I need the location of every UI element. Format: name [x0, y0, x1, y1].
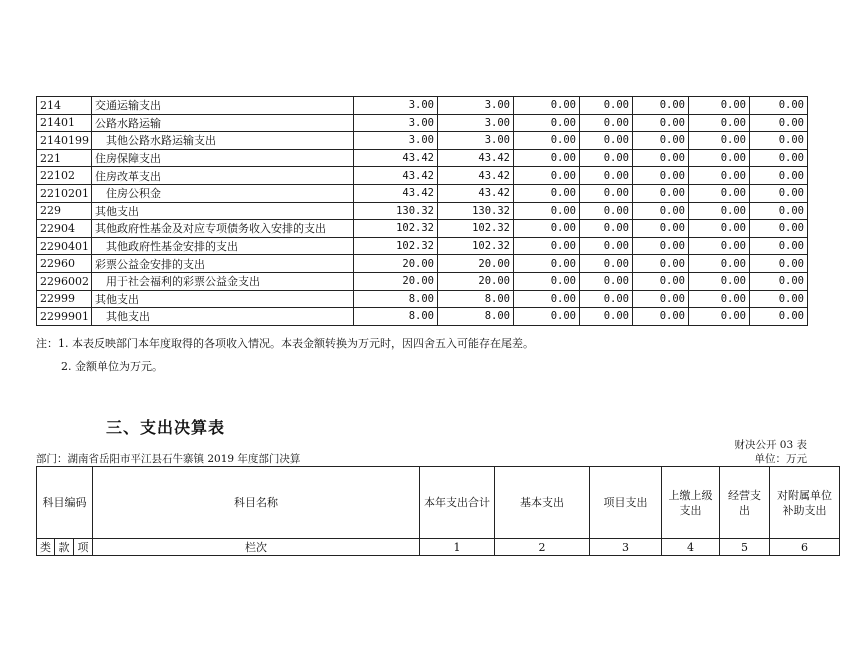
row-value: 0.00: [633, 272, 689, 290]
unit-label: 单位：万元: [754, 453, 807, 465]
row-value: 130.32: [354, 202, 438, 220]
row-value: 0.00: [750, 132, 808, 150]
seq-col: 1: [420, 539, 495, 556]
row-value: 0.00: [689, 184, 750, 202]
row-value: 0.00: [689, 220, 750, 238]
row-value: 0.00: [633, 237, 689, 255]
table-row: [37, 237, 808, 255]
row-value: 0.00: [633, 167, 689, 185]
expense-table: [36, 466, 840, 556]
row-name: 住房保障支出: [92, 149, 354, 167]
form-code: 财决公开 03 表: [734, 439, 807, 451]
table-row: [37, 255, 808, 273]
table-row: [37, 272, 808, 290]
row-value: 0.00: [633, 290, 689, 308]
table-row: [37, 202, 808, 220]
row-value: 43.42: [438, 167, 514, 185]
seq-col: 2: [495, 539, 590, 556]
row-name: 其他公路水路运输支出: [92, 132, 354, 150]
department-label: 部门：湖南省岳阳市平江县石牛寨镇 2019 年度部门决算: [36, 453, 301, 465]
row-value: 0.00: [633, 255, 689, 273]
row-code: 22904: [37, 220, 92, 238]
row-value: 0.00: [580, 255, 633, 273]
row-value: 0.00: [514, 149, 580, 167]
row-value: 0.00: [514, 97, 580, 115]
row-value: 0.00: [689, 290, 750, 308]
income-table: [36, 96, 808, 326]
row-value: 0.00: [514, 220, 580, 238]
row-value: 0.00: [689, 132, 750, 150]
row-value: 8.00: [354, 290, 438, 308]
row-code: 2140199: [37, 132, 92, 150]
row-value: 0.00: [633, 114, 689, 132]
row-value: 43.42: [354, 167, 438, 185]
table-row: [37, 149, 808, 167]
table-row: [37, 220, 808, 238]
header-code: 科目编码: [37, 467, 93, 539]
row-value: 0.00: [514, 290, 580, 308]
row-value: 0.00: [514, 272, 580, 290]
row-value: 0.00: [750, 202, 808, 220]
row-value: 8.00: [438, 308, 514, 326]
row-value: 0.00: [514, 202, 580, 220]
row-value: 102.32: [438, 237, 514, 255]
header-basic: 基本支出: [495, 467, 590, 539]
row-value: 0.00: [633, 184, 689, 202]
row-value: 20.00: [354, 255, 438, 273]
row-value: 102.32: [354, 237, 438, 255]
row-value: 20.00: [438, 255, 514, 273]
row-code: 221: [37, 149, 92, 167]
header-upper: 上缴上级支出: [662, 467, 720, 539]
seq-col: 6: [770, 539, 840, 556]
row-value: 43.42: [438, 184, 514, 202]
row-value: 0.00: [514, 114, 580, 132]
row-value: 0.00: [580, 97, 633, 115]
header-project: 项目支出: [590, 467, 662, 539]
row-name: 交通运输支出: [92, 97, 354, 115]
row-name: 其他政府性基金及对应专项债务收入安排的支出: [92, 220, 354, 238]
row-name: 其他政府性基金安排的支出: [92, 237, 354, 255]
row-value: 0.00: [750, 255, 808, 273]
table-row: [37, 114, 808, 132]
header-name: 科目名称: [93, 467, 420, 539]
row-name: 住房改革支出: [92, 167, 354, 185]
header-business: 经营支出: [720, 467, 770, 539]
row-value: 0.00: [689, 167, 750, 185]
row-code: 229: [37, 202, 92, 220]
row-value: 0.00: [689, 202, 750, 220]
table-row: [37, 97, 808, 115]
row-value: 0.00: [750, 97, 808, 115]
row-value: 0.00: [514, 184, 580, 202]
row-value: 0.00: [689, 308, 750, 326]
seq-col: 4: [662, 539, 720, 556]
row-name: 彩票公益金安排的支出: [92, 255, 354, 273]
row-value: 0.00: [514, 308, 580, 326]
seq-kuan: 款: [55, 539, 74, 556]
row-code: 2290401: [37, 237, 92, 255]
row-value: 0.00: [580, 290, 633, 308]
row-value: 0.00: [689, 237, 750, 255]
row-value: 0.00: [514, 237, 580, 255]
row-value: 20.00: [438, 272, 514, 290]
row-code: 214: [37, 97, 92, 115]
row-code: 22960: [37, 255, 92, 273]
row-value: 43.42: [354, 149, 438, 167]
row-value: 3.00: [438, 114, 514, 132]
row-value: 0.00: [580, 167, 633, 185]
row-value: 0.00: [750, 184, 808, 202]
row-value: 0.00: [750, 149, 808, 167]
table-row: [37, 308, 808, 326]
seq-xiang: 项: [74, 539, 93, 556]
row-value: 20.00: [354, 272, 438, 290]
table-row: [37, 290, 808, 308]
row-value: 0.00: [689, 114, 750, 132]
row-name: 公路水路运输: [92, 114, 354, 132]
row-value: 8.00: [438, 290, 514, 308]
row-value: 0.00: [514, 132, 580, 150]
row-code: 22999: [37, 290, 92, 308]
row-value: 3.00: [354, 132, 438, 150]
row-value: 0.00: [689, 255, 750, 273]
table-row: [37, 167, 808, 185]
row-name: 其他支出: [92, 202, 354, 220]
row-value: 0.00: [580, 132, 633, 150]
row-value: 0.00: [580, 308, 633, 326]
seq-col: 3: [590, 539, 662, 556]
row-value: 130.32: [438, 202, 514, 220]
row-value: 3.00: [438, 97, 514, 115]
row-code: 2299901: [37, 308, 92, 326]
row-value: 0.00: [750, 237, 808, 255]
row-value: 0.00: [689, 272, 750, 290]
row-value: 3.00: [438, 132, 514, 150]
row-value: 43.42: [438, 149, 514, 167]
row-value: 0.00: [689, 149, 750, 167]
row-name: 用于社会福利的彩票公益金支出: [92, 272, 354, 290]
row-value: 0.00: [580, 149, 633, 167]
row-value: 0.00: [514, 167, 580, 185]
row-value: 0.00: [633, 97, 689, 115]
row-code: 2210201: [37, 184, 92, 202]
row-name: 其他支出: [92, 308, 354, 326]
row-value: 0.00: [633, 202, 689, 220]
row-value: 0.00: [580, 114, 633, 132]
row-value: 0.00: [633, 149, 689, 167]
row-value: 0.00: [750, 114, 808, 132]
row-value: 0.00: [633, 308, 689, 326]
row-value: 0.00: [750, 308, 808, 326]
row-code: 21401: [37, 114, 92, 132]
header-subsidy: 对附属单位补助支出: [770, 467, 840, 539]
row-value: 0.00: [689, 97, 750, 115]
table-note-1: 注：1. 本表反映部门本年度取得的各项收入情况。本表金额转换为万元时，因四舍五入可能存在尾差。: [36, 337, 534, 350]
table-row: [37, 184, 808, 202]
row-value: 8.00: [354, 308, 438, 326]
row-name: 其他支出: [92, 290, 354, 308]
header-total: 本年支出合计: [420, 467, 495, 539]
row-value: 0.00: [750, 167, 808, 185]
table-note-2: 2. 金额单位为万元。: [61, 360, 163, 373]
row-value: 102.32: [354, 220, 438, 238]
row-code: 22102: [37, 167, 92, 185]
row-name: 住房公积金: [92, 184, 354, 202]
row-code: 2296002: [37, 272, 92, 290]
row-value: 0.00: [750, 272, 808, 290]
row-value: 0.00: [514, 255, 580, 273]
section-heading: 三、支出决算表: [106, 418, 226, 437]
row-value: 43.42: [354, 184, 438, 202]
seq-col: 5: [720, 539, 770, 556]
row-value: 0.00: [580, 184, 633, 202]
row-value: 0.00: [580, 272, 633, 290]
row-value: 0.00: [633, 132, 689, 150]
row-value: 3.00: [354, 114, 438, 132]
row-value: 0.00: [633, 220, 689, 238]
seq-lei: 类: [37, 539, 55, 556]
row-value: 0.00: [580, 237, 633, 255]
row-value: 0.00: [750, 290, 808, 308]
row-value: 3.00: [354, 97, 438, 115]
row-value: 0.00: [580, 202, 633, 220]
row-value: 102.32: [438, 220, 514, 238]
row-value: 0.00: [580, 220, 633, 238]
row-value: 0.00: [750, 220, 808, 238]
seq-lanci: 栏次: [93, 539, 420, 556]
table-row: [37, 132, 808, 150]
